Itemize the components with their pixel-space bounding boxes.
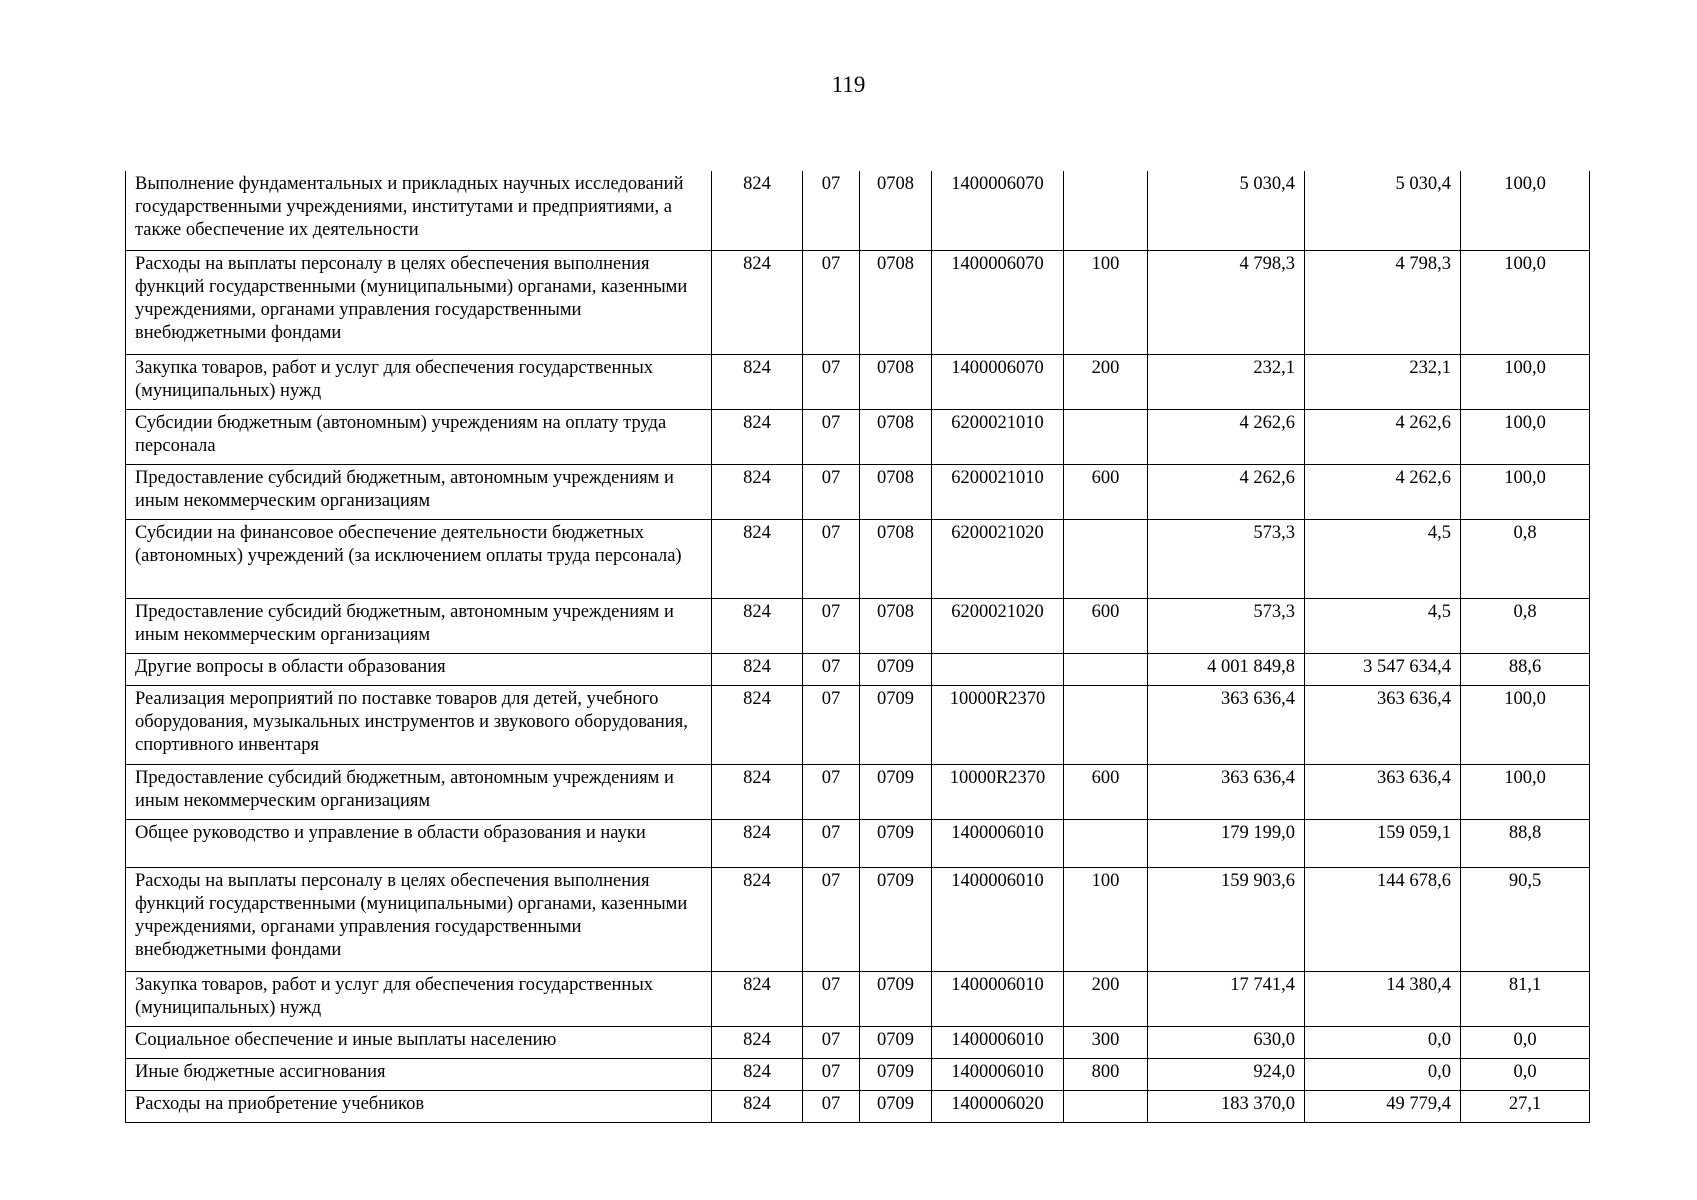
- target-article-code: 1400006020: [932, 1090, 1064, 1122]
- target-article-code: 10000R2370: [932, 685, 1064, 764]
- table-row: [126, 764, 1590, 819]
- table-row: [126, 250, 1590, 354]
- planned-amount: 573,3: [1148, 598, 1305, 653]
- target-article-code: 6200021010: [932, 409, 1064, 464]
- target-article-code: 10000R2370: [932, 764, 1064, 819]
- execution-percent: 81,1: [1461, 971, 1590, 1026]
- dept-code: 824: [712, 867, 803, 971]
- expense-type-code: [1064, 819, 1148, 867]
- execution-percent: 100,0: [1461, 764, 1590, 819]
- target-article-code: 1400006070: [932, 171, 1064, 250]
- row-name: Субсидии на финансовое обеспечение деятельности бюджетных (автономных) учреждений (за исключением оплаты труда персонала): [126, 519, 712, 598]
- execution-percent: 0,8: [1461, 598, 1590, 653]
- table-row: [126, 171, 1590, 250]
- row-name: Предоставление субсидий бюджетным, автономным учреждениям и иным некоммерческим организациям: [126, 598, 712, 653]
- subsection-code: 0708: [860, 409, 932, 464]
- actual-amount: 159 059,1: [1305, 819, 1461, 867]
- subsection-code: 0709: [860, 685, 932, 764]
- dept-code: 824: [712, 464, 803, 519]
- dept-code: 824: [712, 354, 803, 409]
- dept-code: 824: [712, 764, 803, 819]
- section-code: 07: [803, 971, 860, 1026]
- expense-type-code: 600: [1064, 764, 1148, 819]
- section-code: 07: [803, 409, 860, 464]
- actual-amount: 232,1: [1305, 354, 1461, 409]
- row-name: Закупка товаров, работ и услуг для обеспечения государственных (муниципальных) нужд: [126, 971, 712, 1026]
- expense-type-code: 200: [1064, 354, 1148, 409]
- planned-amount: 924,0: [1148, 1058, 1305, 1090]
- expense-type-code: [1064, 171, 1148, 250]
- planned-amount: 363 636,4: [1148, 764, 1305, 819]
- section-code: 07: [803, 819, 860, 867]
- planned-amount: 4 001 849,8: [1148, 653, 1305, 685]
- dept-code: 824: [712, 685, 803, 764]
- expense-type-code: [1064, 519, 1148, 598]
- target-article-code: 6200021020: [932, 598, 1064, 653]
- table-row: [126, 819, 1590, 867]
- table-row: [126, 519, 1590, 598]
- section-code: 07: [803, 464, 860, 519]
- subsection-code: 0708: [860, 250, 932, 354]
- budget-table: [125, 171, 1590, 1123]
- execution-percent: 100,0: [1461, 171, 1590, 250]
- execution-percent: 0,8: [1461, 519, 1590, 598]
- expense-type-code: 200: [1064, 971, 1148, 1026]
- actual-amount: 49 779,4: [1305, 1090, 1461, 1122]
- expense-type-code: 600: [1064, 464, 1148, 519]
- expense-type-code: 600: [1064, 598, 1148, 653]
- dept-code: 824: [712, 1090, 803, 1122]
- target-article-code: 1400006070: [932, 354, 1064, 409]
- table-body: [126, 171, 1590, 1122]
- dept-code: 824: [712, 171, 803, 250]
- actual-amount: 363 636,4: [1305, 685, 1461, 764]
- section-code: 07: [803, 1058, 860, 1090]
- section-code: 07: [803, 685, 860, 764]
- expense-type-code: 100: [1064, 867, 1148, 971]
- section-code: 07: [803, 519, 860, 598]
- row-name: Предоставление субсидий бюджетным, автономным учреждениям и иным некоммерческим организациям: [126, 764, 712, 819]
- table-row: [126, 685, 1590, 764]
- actual-amount: 4,5: [1305, 519, 1461, 598]
- row-name: Расходы на приобретение учебников: [126, 1090, 712, 1122]
- row-name: Выполнение фундаментальных и прикладных научных исследований государственными учреждениями, институтами и предприятиями, а также обеспечение их деятельности: [126, 171, 712, 250]
- actual-amount: 4,5: [1305, 598, 1461, 653]
- section-code: 07: [803, 354, 860, 409]
- expense-type-code: [1064, 653, 1148, 685]
- expense-type-code: 800: [1064, 1058, 1148, 1090]
- actual-amount: 363 636,4: [1305, 764, 1461, 819]
- dept-code: 824: [712, 519, 803, 598]
- planned-amount: 573,3: [1148, 519, 1305, 598]
- target-article-code: 1400006010: [932, 867, 1064, 971]
- execution-percent: 88,6: [1461, 653, 1590, 685]
- subsection-code: 0708: [860, 171, 932, 250]
- table-row: [126, 409, 1590, 464]
- section-code: 07: [803, 653, 860, 685]
- row-name: Социальное обеспечение и иные выплаты населению: [126, 1026, 712, 1058]
- table-row: [126, 464, 1590, 519]
- subsection-code: 0709: [860, 1026, 932, 1058]
- subsection-code: 0709: [860, 1058, 932, 1090]
- expense-type-code: [1064, 1090, 1148, 1122]
- subsection-code: 0709: [860, 764, 932, 819]
- page-number: 119: [831, 72, 866, 97]
- expense-type-code: 300: [1064, 1026, 1148, 1058]
- execution-percent: 0,0: [1461, 1026, 1590, 1058]
- planned-amount: 363 636,4: [1148, 685, 1305, 764]
- expense-type-code: 100: [1064, 250, 1148, 354]
- row-name: Другие вопросы в области образования: [126, 653, 712, 685]
- execution-percent: 100,0: [1461, 685, 1590, 764]
- subsection-code: 0709: [860, 653, 932, 685]
- planned-amount: 232,1: [1148, 354, 1305, 409]
- row-name: Реализация мероприятий по поставке товаров для детей, учебного оборудования, музыкальных инструментов и звукового оборудования, спортивного инвентаря: [126, 685, 712, 764]
- execution-percent: 88,8: [1461, 819, 1590, 867]
- actual-amount: 4 262,6: [1305, 409, 1461, 464]
- dept-code: 824: [712, 653, 803, 685]
- execution-percent: 0,0: [1461, 1058, 1590, 1090]
- row-name: Предоставление субсидий бюджетным, автономным учреждениям и иным некоммерческим организациям: [126, 464, 712, 519]
- actual-amount: 0,0: [1305, 1058, 1461, 1090]
- subsection-code: 0708: [860, 519, 932, 598]
- dept-code: 824: [712, 971, 803, 1026]
- table-row: [126, 653, 1590, 685]
- table-row: [126, 1058, 1590, 1090]
- dept-code: 824: [712, 1026, 803, 1058]
- table-row: [126, 1026, 1590, 1058]
- subsection-code: 0709: [860, 819, 932, 867]
- table-row: [126, 598, 1590, 653]
- planned-amount: 4 798,3: [1148, 250, 1305, 354]
- row-name: Закупка товаров, работ и услуг для обеспечения государственных (муниципальных) нужд: [126, 354, 712, 409]
- actual-amount: 4 262,6: [1305, 464, 1461, 519]
- execution-percent: 100,0: [1461, 250, 1590, 354]
- row-name: Общее руководство и управление в области образования и науки: [126, 819, 712, 867]
- execution-percent: 100,0: [1461, 409, 1590, 464]
- subsection-code: 0709: [860, 1090, 932, 1122]
- execution-percent: 27,1: [1461, 1090, 1590, 1122]
- target-article-code: 6200021010: [932, 464, 1064, 519]
- section-code: 07: [803, 1026, 860, 1058]
- section-code: 07: [803, 764, 860, 819]
- section-code: 07: [803, 598, 860, 653]
- table-row: [126, 971, 1590, 1026]
- target-article-code: 1400006010: [932, 1026, 1064, 1058]
- planned-amount: 17 741,4: [1148, 971, 1305, 1026]
- dept-code: 824: [712, 598, 803, 653]
- target-article-code: 1400006010: [932, 1058, 1064, 1090]
- row-name: Иные бюджетные ассигнования: [126, 1058, 712, 1090]
- section-code: 07: [803, 867, 860, 971]
- dept-code: 824: [712, 409, 803, 464]
- table-row: [126, 1090, 1590, 1122]
- dept-code: 824: [712, 1058, 803, 1090]
- table-row: [126, 354, 1590, 409]
- actual-amount: 3 547 634,4: [1305, 653, 1461, 685]
- actual-amount: 0,0: [1305, 1026, 1461, 1058]
- target-article-code: 1400006010: [932, 971, 1064, 1026]
- section-code: 07: [803, 1090, 860, 1122]
- target-article-code: [932, 653, 1064, 685]
- section-code: 07: [803, 171, 860, 250]
- subsection-code: 0709: [860, 971, 932, 1026]
- actual-amount: 5 030,4: [1305, 171, 1461, 250]
- planned-amount: 183 370,0: [1148, 1090, 1305, 1122]
- target-article-code: 1400006010: [932, 819, 1064, 867]
- subsection-code: 0709: [860, 867, 932, 971]
- row-name: Расходы на выплаты персоналу в целях обеспечения выполнения функций государственными (муниципальными) органами, казенными учреждениями, органами управления государственными внебюджетными фондами: [126, 867, 712, 971]
- actual-amount: 144 678,6: [1305, 867, 1461, 971]
- actual-amount: 4 798,3: [1305, 250, 1461, 354]
- planned-amount: 4 262,6: [1148, 464, 1305, 519]
- expense-type-code: [1064, 409, 1148, 464]
- planned-amount: 5 030,4: [1148, 171, 1305, 250]
- subsection-code: 0708: [860, 354, 932, 409]
- subsection-code: 0708: [860, 598, 932, 653]
- execution-percent: 90,5: [1461, 867, 1590, 971]
- execution-percent: 100,0: [1461, 464, 1590, 519]
- planned-amount: 630,0: [1148, 1026, 1305, 1058]
- dept-code: 824: [712, 819, 803, 867]
- target-article-code: 1400006070: [932, 250, 1064, 354]
- expense-type-code: [1064, 685, 1148, 764]
- row-name: Расходы на выплаты персоналу в целях обеспечения выполнения функций государственными (муниципальными) органами, казенными учреждениями, органами управления государственными внебюджетными фондами: [126, 250, 712, 354]
- planned-amount: 159 903,6: [1148, 867, 1305, 971]
- actual-amount: 14 380,4: [1305, 971, 1461, 1026]
- subsection-code: 0708: [860, 464, 932, 519]
- section-code: 07: [803, 250, 860, 354]
- target-article-code: 6200021020: [932, 519, 1064, 598]
- row-name: Субсидии бюджетным (автономным) учреждениям на оплату труда персонала: [126, 409, 712, 464]
- table-row: [126, 867, 1590, 971]
- planned-amount: 179 199,0: [1148, 819, 1305, 867]
- execution-percent: 100,0: [1461, 354, 1590, 409]
- planned-amount: 4 262,6: [1148, 409, 1305, 464]
- dept-code: 824: [712, 250, 803, 354]
